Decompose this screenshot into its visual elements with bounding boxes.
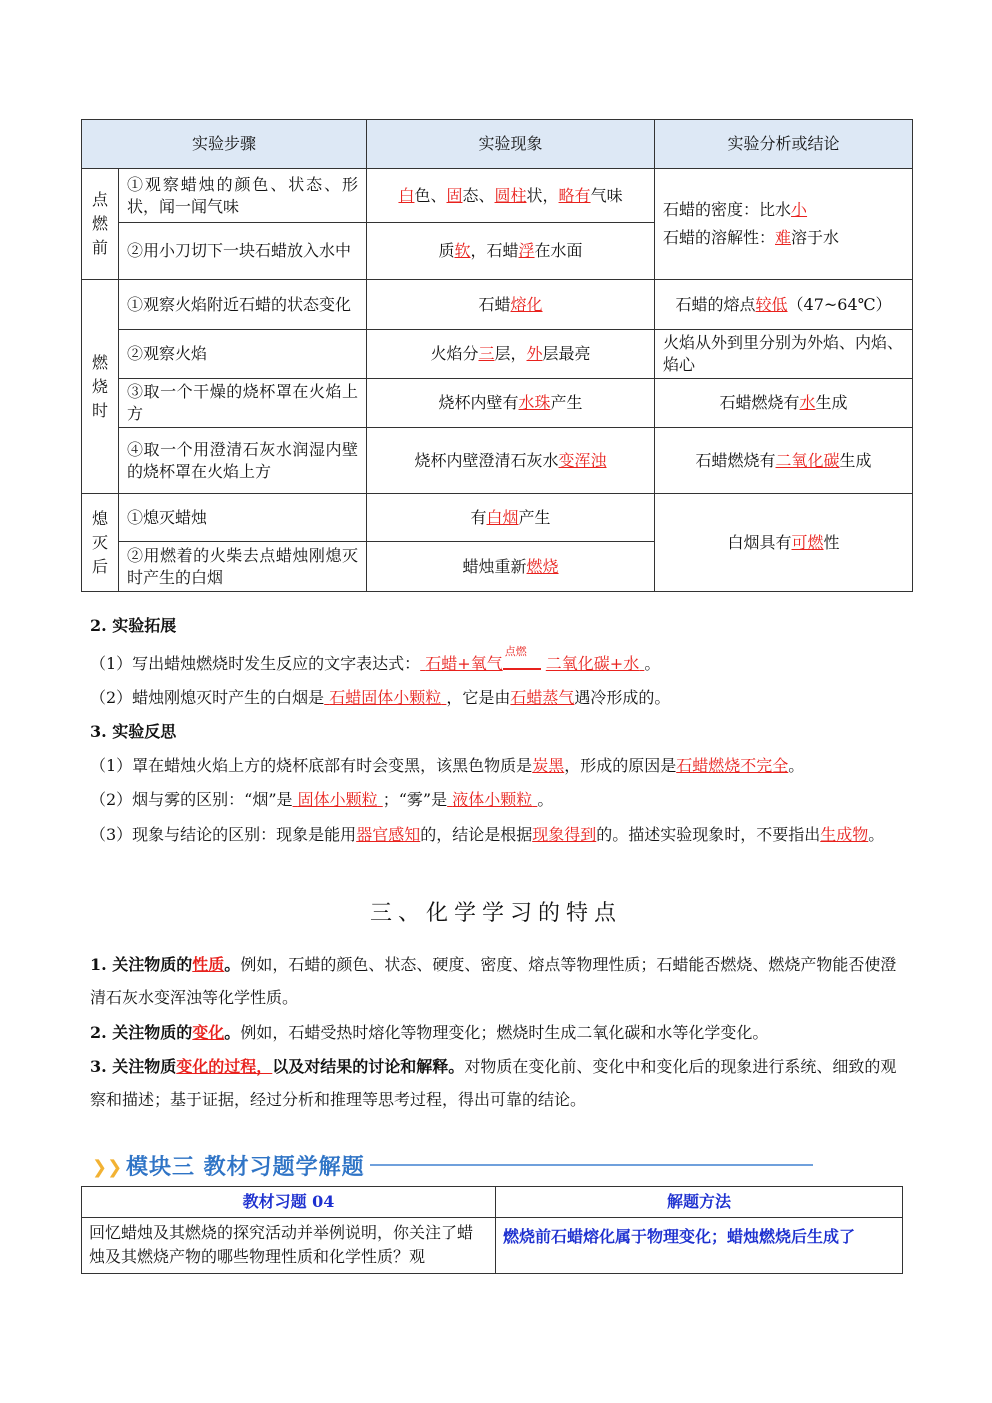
method-header: 解题方法 <box>496 1187 903 1218</box>
stage-label: 燃烧时 <box>91 352 108 420</box>
phenomenon-cell: 烧杯内壁有水珠产生 <box>367 379 655 428</box>
table-row <box>82 1218 903 1274</box>
stage-label: 点燃前 <box>91 190 108 257</box>
experiment-table <box>81 119 913 592</box>
phenomenon-cell: 质软，石蜡浮在水面 <box>367 223 655 280</box>
step-cell: ②用小刀切下一块石蜡放入水中 <box>119 223 367 280</box>
step-cell: ①观察火焰附近石蜡的状态变化 <box>119 280 367 330</box>
section-2-q2: （2）蜡烛刚熄灭时产生的白烟是 石蜡固体小颗粒 ，它是由石蜡蒸气遇冷形成的。 <box>90 688 671 707</box>
feature-2: 2. 关注物质的变化。例如，石蜡受热时熔化等物理变化；燃烧时生成二氧化碳和水等化学变化。 <box>90 1023 769 1042</box>
phenomenon-cell: 白色、固态、圆柱状，略有气味 <box>367 169 655 223</box>
module-divider <box>370 1164 813 1166</box>
stage-after <box>82 494 119 592</box>
section-2-title: 2. 实验拓展 <box>90 616 177 635</box>
table-row <box>82 379 913 428</box>
table-row <box>82 280 913 330</box>
table-row <box>82 428 913 494</box>
reaction-condition: 点燃 <box>503 652 541 676</box>
conclusion-cell: 白烟具有可燃性 <box>655 494 913 592</box>
module-title: 模块三 教材习题学解题 <box>126 1155 365 1180</box>
section-3-title: 3. 实验反思 <box>90 722 177 741</box>
section-3-q1: （1）罩在蜡烛火焰上方的烧杯底部有时会变黑，该黑色物质是炭黑，形成的原因是石蜡燃烧不完全。 <box>90 756 805 775</box>
conclusion-cell: 火焰从外到里分别为外焰、内焰、焰心 <box>655 330 913 379</box>
table-row <box>82 169 913 223</box>
conclusion-cell: 石蜡的密度：比水小 石蜡的溶解性：难溶于水 <box>655 169 913 280</box>
exercise-method: 燃烧前石蜡熔化属于物理变化；蜡烛燃烧后生成了 <box>496 1218 903 1274</box>
step-cell: ②用燃着的火柴去点蜡烛刚熄灭时产生的白烟 <box>119 542 367 592</box>
table-row <box>82 1187 903 1218</box>
exercise-table <box>81 1186 903 1274</box>
section-3-q2: （2）烟与雾的区别：“烟”是 固体小颗粒 ；“雾”是 液体小颗粒 。 <box>90 790 554 809</box>
step-cell: ③取一个干燥的烧杯罩在火焰上方 <box>119 379 367 428</box>
section-heading: 三、化学学习的特点 <box>369 901 622 926</box>
section-3-q3: （3）现象与结论的区别：现象是能用器官感知的，结论是根据现象得到的。描述实验现象时，不要指出生成物。 <box>90 825 885 844</box>
stage-burning <box>82 280 119 494</box>
header-conclusion: 实验分析或结论 <box>655 120 913 169</box>
conclusion-cell: 石蜡的熔点较低（47~64℃） <box>655 280 913 330</box>
module-banner <box>92 1150 732 1180</box>
step-cell: ①熄灭蜡烛 <box>119 494 367 542</box>
stage-before <box>82 169 119 280</box>
double-chevron-icon: ❯❯ <box>92 1157 123 1178</box>
step-cell: ②观察火焰 <box>119 330 367 379</box>
step-cell: ①观察蜡烛的颜色、状态、形状，闻一闻气味 <box>119 169 367 223</box>
conclusion-cell: 石蜡燃烧有二氧化碳生成 <box>655 428 913 494</box>
table-row <box>82 494 913 542</box>
phenomenon-cell: 有白烟产生 <box>367 494 655 542</box>
table-header-row <box>82 120 913 169</box>
phenomenon-cell: 蜡烛重新燃烧 <box>367 542 655 592</box>
step-cell: ④取一个用澄清石灰水润湿内壁的烧杯罩在火焰上方 <box>119 428 367 494</box>
section-2-q1: （1）写出蜡烛燃烧时发生反应的文字表达式： 石蜡+氧气 点燃 二氧化碳+水 。 <box>90 652 660 676</box>
phenomenon-cell: 烧杯内壁澄清石灰水变浑浊 <box>367 428 655 494</box>
conclusion-cell: 石蜡燃烧有水生成 <box>655 379 913 428</box>
header-phenomena: 实验现象 <box>367 120 655 169</box>
stage-label: 熄灭后 <box>91 508 108 576</box>
table-row <box>82 330 913 379</box>
feature-3: 3. 关注物质变化的过程，以及对结果的讨论和解释。对物质在变化前、变化中和变化后的现象进行系统、细致的观察和描述；基于证据，经过分析和推理等思考过程，得出可靠的结论。 <box>90 1057 897 1109</box>
exercise-header: 教材习题 04 <box>82 1187 496 1218</box>
header-steps: 实验步骤 <box>82 120 367 169</box>
phenomenon-cell: 火焰分三层，外层最亮 <box>367 330 655 379</box>
phenomenon-cell: 石蜡熔化 <box>367 280 655 330</box>
exercise-question: 回忆蜡烛及其燃烧的探究活动并举例说明，你关注了蜡烛及其燃烧产物的哪些物理性质和化学性质？观 <box>82 1218 496 1274</box>
feature-1: 1. 关注物质的性质。例如，石蜡的颜色、状态、硬度、密度、熔点等物理性质；石蜡能否燃烧、燃烧产物能否使澄清石灰水变浑浊等化学性质。 <box>90 955 897 1007</box>
